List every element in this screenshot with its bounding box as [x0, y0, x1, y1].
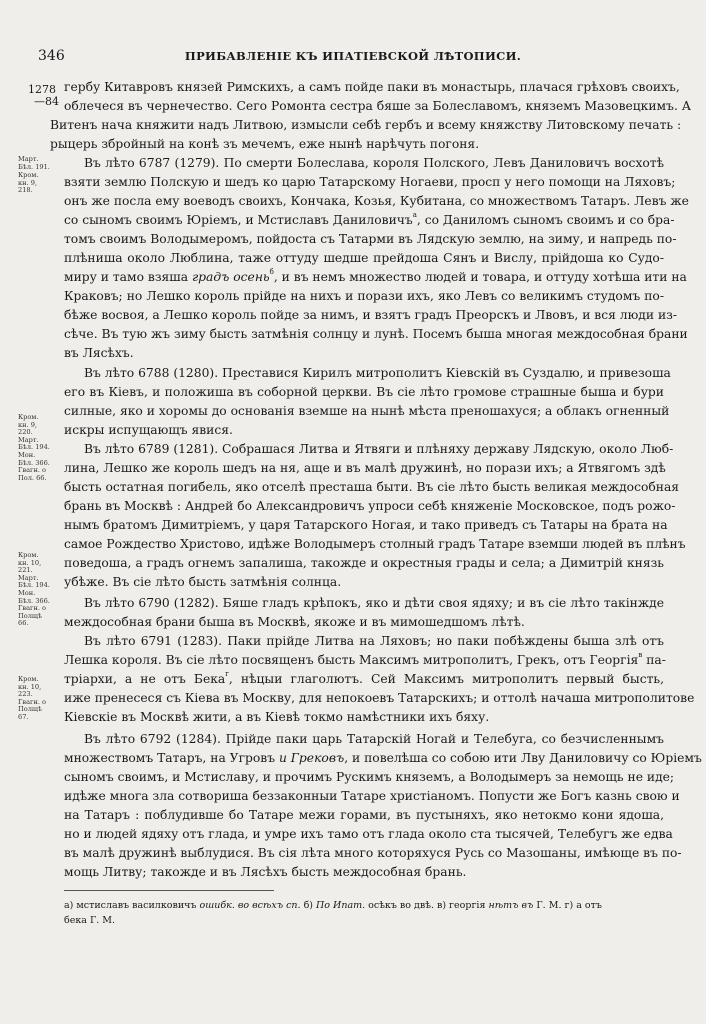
margin-note: Кром. кн. 9, 220. Март. Бѣл. 194. Мон. Бѣл. 366. Гвагн. о Пол. 66. [18, 413, 50, 482]
footnote-mark: б [269, 268, 274, 276]
text-line: Краковъ; но Лешко король прійде на нихъ и порази ихъ, яко Левъ со великимъ студомъ по- [64, 289, 664, 303]
text-line: идѣже многа зла сотвориша беззаконныи Татаре христіаномъ. Попусти же Богъ казнь свою и [64, 789, 680, 803]
text-line: бѣже восвоя, а Лешко король пойде за нимъ, и взятъ градъ Преорскъ и Лвовъ, и вся люди из- [64, 308, 678, 322]
text-line: гербу Китавровъ князей Римскихъ, а самъ пойде паки въ монастырь, плачася грѣховъ своихъ, [64, 80, 680, 94]
margin-note: Кром. кн. 10, 223. Гвагн. о Полщѣ 67. [18, 675, 47, 721]
text-line: Лешка короля. Въ сіе лѣто посвященъ бысть Максимъ митрополитъ, Грекъ, отъ Георгія$^в$ па- [64, 651, 666, 667]
text-line: въ Лясѣхъ. [64, 346, 134, 360]
text-line: Въ лѣто 6790 (1282). Бяше гладъ крѣпокъ, яко и дѣти своя ядяху; и въ сіе лѣто такінжде [84, 596, 664, 610]
text-line: Въ лѣто 6787 (1279). По смерти Болеслава, короля Полского, Левъ Даниловичъ восхотѣ [84, 156, 664, 170]
margin-note: Март. Бѣл. 191. [18, 155, 50, 171]
text-line: междособная брани быша въ Москвѣ, якоже и въ мимошедшомъ лѣтѣ. [64, 615, 525, 629]
text-line: убѣже. Въ сіе лѣто бысть затмѣнія солнца. [64, 575, 342, 589]
text-line: бысть остатная погибель, яко отселѣ престаша быти. Въ сіе лѣто бысть великая междособная [64, 480, 680, 494]
text-line: искры испущающъ явися. [64, 423, 233, 437]
text-line: нымъ братомъ Димитріемъ, у царя Татарского Ногая, и тако приведъ съ Татары на брата на [64, 518, 668, 532]
page-number: 346 [38, 48, 65, 64]
footnote-mark: г [225, 670, 229, 678]
footnote-mark: в [638, 651, 643, 659]
text-line: силные, яко и хоромы до основанія вземше на нынѣ мѣста преношахуся; а облакъ огненный [64, 404, 670, 418]
running-head: ПРИБАВЛЕНІЕ КЪ ИПАТІЕВСКОЙ ЛѢТОПИСИ. [184, 49, 522, 63]
page-header [28, 48, 678, 68]
text-line: плѣниша около Люблина, таже оттуду шедше прейдоша Сянъ и Вислу, прійдоша ко Судо- [64, 251, 664, 265]
text-line: Въ лѣто 6788 (1280). Преставися Кирилъ митрополитъ Кіевскій въ Суздалю, и привезоша [84, 366, 671, 380]
text-line: но и людей ядяху отъ глада, и умре ихъ тамо отъ глада около ста тысячей, Телебугъ же едва [64, 827, 673, 841]
text-line: сыномъ своимъ, и Мстиславу, и прочимъ Рускимъ княземъ, а Володымеръ за немощь не иде; [64, 770, 675, 784]
text-line: брань въ Москвѣ : Андрей бо Александровичъ упроси себѣ княженіе Московское, подъ рожо- [64, 499, 676, 513]
text-line: взяти землю Полскую и шедъ ко царю Татарскому Ногаеви, просп у него помощи на Ляховъ; [64, 175, 676, 189]
text-line: Въ лѣто 6792 (1284). Прійде паки царь Татарскій Ногай и Телебуга, со безчисленнымъ [84, 732, 664, 746]
text-line: въ малѣ дружинѣ выблудися. Въ сія лѣта много которяхуся Русь со Мазошаны, имѣюще въ по- [64, 846, 682, 860]
text-line: иже пренесеся съ Кіева въ Москву, для непокоевъ Татарскихъ; и оттолѣ начаша митрополитове [64, 691, 695, 705]
margin-note: Кром. кн. 9, 218. [18, 171, 39, 195]
text-line: самое Рождество Христово, идѣже Володымеръ столный градъ Татаре вземши людей въ плѣнъ [64, 537, 686, 551]
text-line: Въ лѣто 6791 (1283). Паки прійде Литва на Ляховъ; но паки побѣждены быша злѣ отъ [84, 634, 664, 648]
year-range-top: 1278 [28, 83, 56, 96]
text-line: мощь Литву; такожде и въ Лясѣхъ бысть междособная брань. [64, 865, 467, 879]
text-line: на Татаръ : поблудивше бо Татаре межи горами, въ пустыняхъ, яко нетокмо кони ядоша, [64, 808, 664, 822]
text-line: онъ же посла ему воеводъ своихъ, Кончака, Козья, Кубитана, со множествомъ Татаръ. Левъ же [64, 194, 689, 208]
text-line: Въ лѣто 6789 (1281). Собрашася Литва и Ятвяги и плѣняху державу Лядскую, около Люб- [84, 442, 674, 456]
footnote-line: а) мстиславъ василковичъ ошибк. во всѣхъ сп. б) По Ипат. осѣкъ во двѣ. в) георгія нѣтъ въ Г. М. г) а отъ [64, 900, 602, 911]
text-line: со сыномъ своимъ Юріемъ, и Мстиславъ Даниловичъ$^а$, со Даниломъ сыномъ своимъ и со бра- [64, 211, 675, 227]
footnote-mark: а [412, 211, 417, 219]
text-line: рыцерь збройный на конѣ зъ мечемъ, еже нынѣ нарѣчуть погоня. [50, 137, 480, 151]
footnote-line: бека Г. М. [64, 915, 116, 926]
year-range-bottom: —84 [34, 95, 59, 108]
margin-note: Кром. кн. 10, 221. Март. Бѣл. 194. Мон. Бѣл. 366. Гвагн. о Полщѣ 66. [18, 551, 50, 628]
text-line: облечеся въ чернечество. Сего Ромонта сестра бяше за Болеславомъ, княземъ Мазовецкимъ. А [64, 99, 692, 113]
text-line: его въ Кіевъ, и положиша въ соборной церкви. Въ сіе лѣто громове страшные быша и бури [64, 385, 664, 399]
text-line: томъ своимъ Володымеромъ, пойдоста съ Татарми въ Лядскую землю, на зиму, и напредь по- [64, 232, 677, 246]
text-line: Кіевскіе въ Москвѣ жити, а въ Кіевѣ токмо намѣстники ихъ бяху. [64, 710, 490, 724]
text-line: лина, Лешко же король шедъ на ня, аще и въ малѣ дружинѣ, но порази ихъ; а Ятвягомъ здѣ [64, 461, 666, 475]
text-line: тріархи, а не отъ Бека$^г$, нѣцыи глаголютъ. Сей Максимъ митрополитъ первый бысть, [64, 670, 664, 686]
text-line: миру и тамо взяша градъ осень$^б$, и въ немъ множество людей и товара, и оттуду хотѣша ити на [64, 268, 687, 284]
text-line: сѣче. Въ тую жъ зиму бысть затмѣнія солнцу и лунѣ. Посемъ быша многая междособная брани [64, 327, 688, 341]
text-line: Витенъ нача княжити надъ Литвою, измысли себѣ гербъ и всему княжству Литовскому печать : [50, 118, 682, 132]
text-line: поведоша, а градъ огнемъ запалиша, такожде и окрестныя грады и села; а Димитрій князь [64, 556, 664, 570]
text-line: множествомъ Татаръ, на Угровъ и Грековъ, и повелѣша со собою ити Лву Даниловичу со Юріемъ [64, 751, 702, 765]
footnote-rule [64, 890, 274, 891]
